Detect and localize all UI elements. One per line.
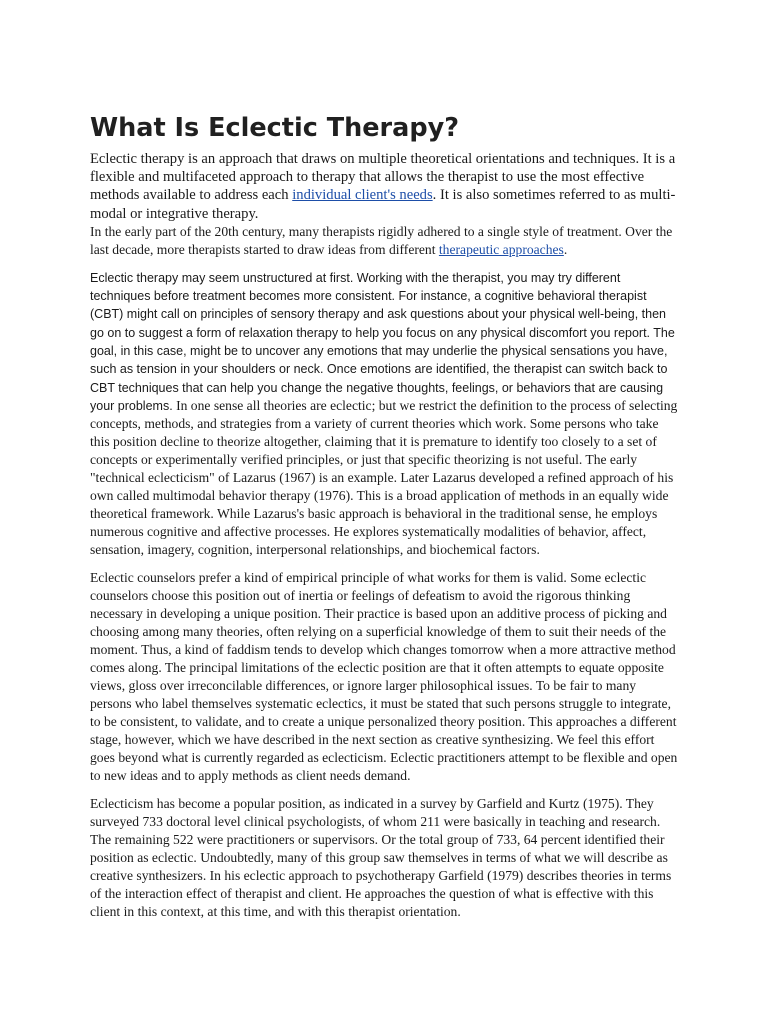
history-paragraph: [90, 223, 678, 259]
history-text-before: In the early part of the 20th century, many therapists rigidly adhered to a single style of treatment. Over the last decade, more therapists started to draw ideas from different: [90, 223, 673, 257]
structure-text-serif: In one sense all theories are eclectic; but we restrict the definition to the process of selecting concepts, methods, and strategies from a variety of current theories which work. Some persons who take this position decline to theorize altogether, claiming that it is premature to identify too closely to a set of concepts or experimentally verified principles, or just that specific theorizing is not useful. The early "technical eclecticism" of Lazarus (1967) is an example. Later Lazarus developed a refined approach of his own called multimodal behavior therapy (1976). This is a broad application of methods in an equally wide theoretical framework. While Lazarus's basic approach is behavioral in the traditional sense, he employs numerous cognitive and affective processes. He explores systematically modalities of behavior, affect, sensation, imagery, cognition, interpersonal relationships, and biochemical factors.: [90, 397, 678, 558]
article: [90, 112, 678, 921]
individual-client-needs-link[interactable]: individual client's needs: [292, 187, 433, 204]
intro-text-after: . It is also sometimes referred to as multi-modal or integrative therapy.: [90, 187, 676, 222]
structure-paragraph: [90, 269, 678, 559]
therapeutic-approaches-link[interactable]: therapeutic approaches: [438, 241, 564, 257]
history-text-after: .: [563, 241, 568, 257]
survey-paragraph: Eclecticism has become a popular position, as indicated in a survey by Garfield and Kurtz (1975). They surveyed 733 doctoral level clinical psychologists, of whom 211 were basically in teaching and research. The remaining 522 were practitioners or supervisors. Or the total group of 733, 64 percent identified their position as eclectic. Undoubtedly, many of this group saw themselves in terms of what we will describe as creative synthesizers. In his eclectic approach to psychotherapy Garfield (1979) describes theories in terms of the interaction effect of therapist and client. He approaches the question of what is effective with this client in this context, at this time, and with this therapist orientation.: [90, 796, 672, 920]
article-title: What Is Eclectic Therapy?: [90, 113, 460, 143]
counselors-paragraph: Eclectic counselors prefer a kind of empirical principle of what works for them is valid. Some eclectic counselors choose this position out of inertia or feelings of defeatism to avoid the rigorous thinking necessary in developing a unique position. Their practice is based upon an additive process of picking and choosing among many theories, often relying on a superficial knowledge of them to suit their needs of the moment. Thus, a kind of faddism tends to develop which changes tomorrow when a more attractive method comes along. The principal limitations of the eclectic position are that it often attempts to equate opposite views, gloss over irreconcilable differences, or ignore larger philosophical issues. To be fair to many persons who label themselves systematic eclectics, it must be stated that such persons struggle to integrate, to be consistent, to validate, and to create a unique personalized theory position. This approaches a different stage, however, which we have described in the next section as creative synthesizing. We feel this effort goes beyond what is currently regarded as eclecticism. Eclectic practitioners attempt to be flexible and open to new ideas and to apply methods as client needs demand.: [90, 570, 678, 784]
intro-paragraph: [90, 150, 678, 223]
intro-text-before: Eclectic therapy is an approach that draws on multiple theoretical orientations and techniques. It is a flexible and multifaceted approach to therapy that allows the therapist to use the most effective methods available to address each: [90, 151, 676, 204]
structure-text-sans: Eclectic therapy may seem unstructured at first. Working with the therapist, you may try different techniques before treatment becomes more consistent. For instance, a cognitive behavioral therapist (CBT) might call on principles of sensory therapy and ask questions about your physical well-being, then go on to suggest a form of relaxation therapy to help you focus on any physical discomfort you report. The goal, in this case, might be to uncover any emotions that may underlie the physical sensations you have, such as tension in your shoulders or neck. Once emotions are identified, the therapist can switch back to CBT techniques that can help you change the negative thoughts, feelings, or behaviors that are causing your problems.: [90, 270, 675, 413]
